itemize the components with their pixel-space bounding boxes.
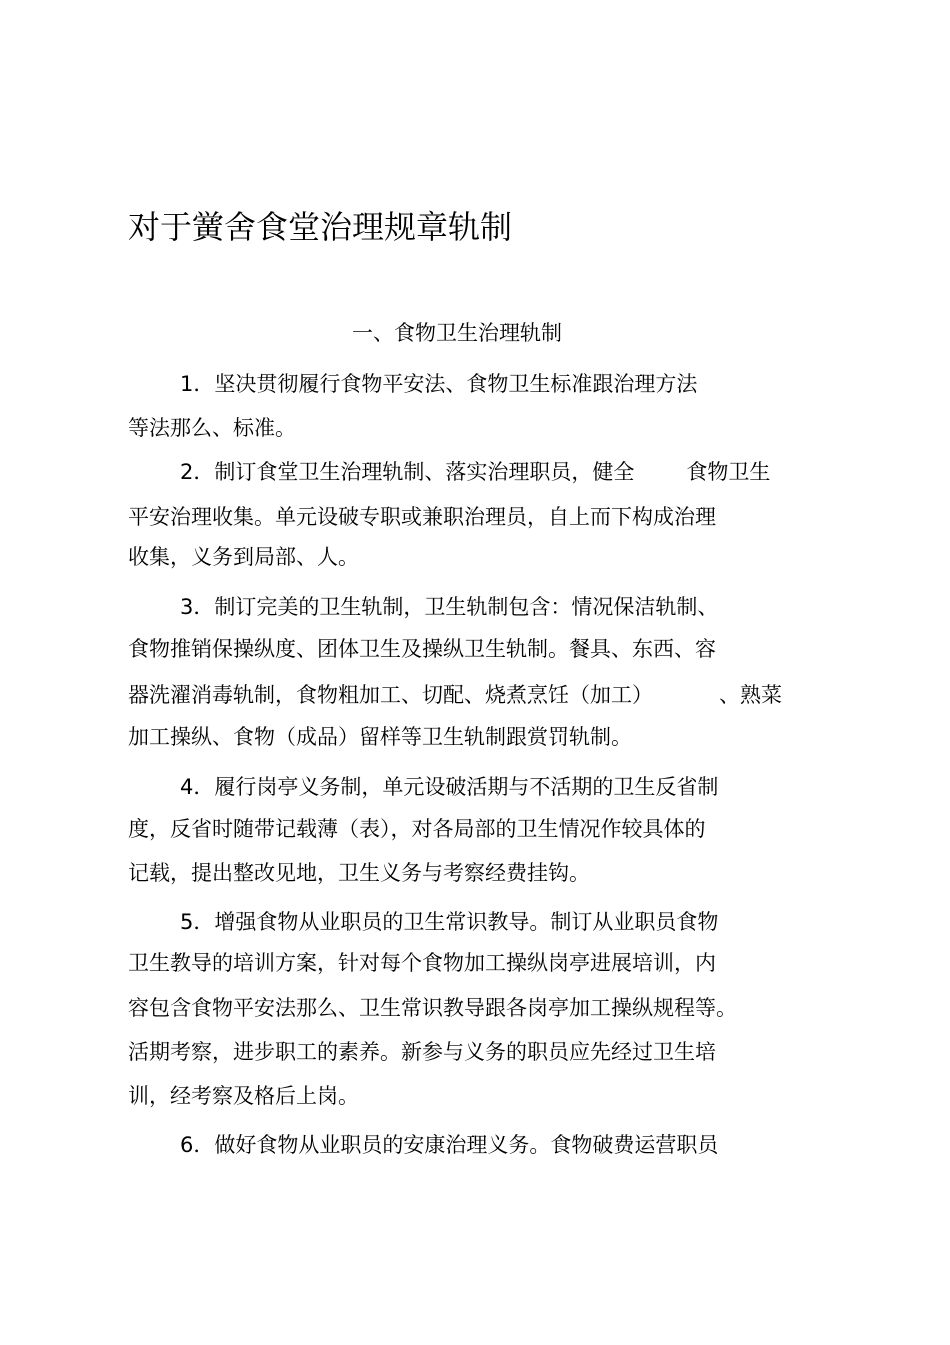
paragraph-5-line-4: 活期考察，进步职工的素养。新参与义务的职员应先经过卫生培 [128,1040,716,1064]
section-heading: 一、食物卫生治理轨制 [352,321,562,345]
paragraph-3-line-4: 加工操纵、食物（成品）留样等卫生轨制跟赏罚轨制。 [128,725,632,749]
paragraph-3-line-2: 食物推销保操纵度、团体卫生及操纵卫生轨制。餐具、东西、容 [128,637,716,661]
paragraph-2-line-1 [180,457,770,487]
paragraph-4-line-2: 度，反省时随带记载薄（表），对各局部的卫生情况作较具体的 [128,817,706,841]
paragraph-6-line-1: 6．做好食物从业职员的安康治理义务。食物破费运营职员 [180,1133,719,1157]
paragraph-2-line-2: 平安治理收集。单元设破专职或兼职治理员，自上而下构成治理 [128,505,716,529]
paragraph-2-line-1-part-2: 食物卫生 [686,460,771,484]
paragraph-3-line-1: 3．制订完美的卫生轨制，卫生轨制包含：情况保洁轨制、 [180,595,719,619]
paragraph-5-line-1: 5．增强食物从业职员的卫生常识教导。制订从业职员食物 [180,910,719,934]
paragraph-3-line-3 [128,680,782,710]
paragraph-5-line-5: 训，经考察及格后上岗。 [128,1084,359,1108]
paragraph-2-line-3: 收集，义务到局部、人。 [128,545,359,569]
paragraph-2-line-1-part-1: 2．制订食堂卫生治理轨制、落实治理职员，健全 [180,460,635,484]
paragraph-1-line-1: 1．坚决贯彻履行食物平安法、食物卫生标准跟治理方法 [180,372,698,396]
paragraph-4-line-3: 记载，提出整改见地，卫生义务与考察经费挂钩。 [128,861,590,885]
paragraph-4-line-1: 4．履行岗亭义务制，单元设破活期与不活期的卫生反省制 [180,775,719,799]
paragraph-5-line-2: 卫生教导的培训方案，针对每个食物加工操纵岗亭进展培训，内 [128,951,716,975]
paragraph-1-line-2: 等法那么、标准。 [128,416,296,440]
document-title: 对于黉舍食堂治理规章轨制 [128,208,513,246]
paragraph-3-line-3-part-1: 器洗濯消毒轨制，食物粗加工、切配、烧煮烹饪（加工） [128,683,653,707]
paragraph-5-line-3: 容包含食物平安法那么、卫生常识教导跟各岗亭加工操纵规程等。 [128,996,737,1020]
paragraph-3-line-3-part-2: 、熟菜 [719,683,782,707]
